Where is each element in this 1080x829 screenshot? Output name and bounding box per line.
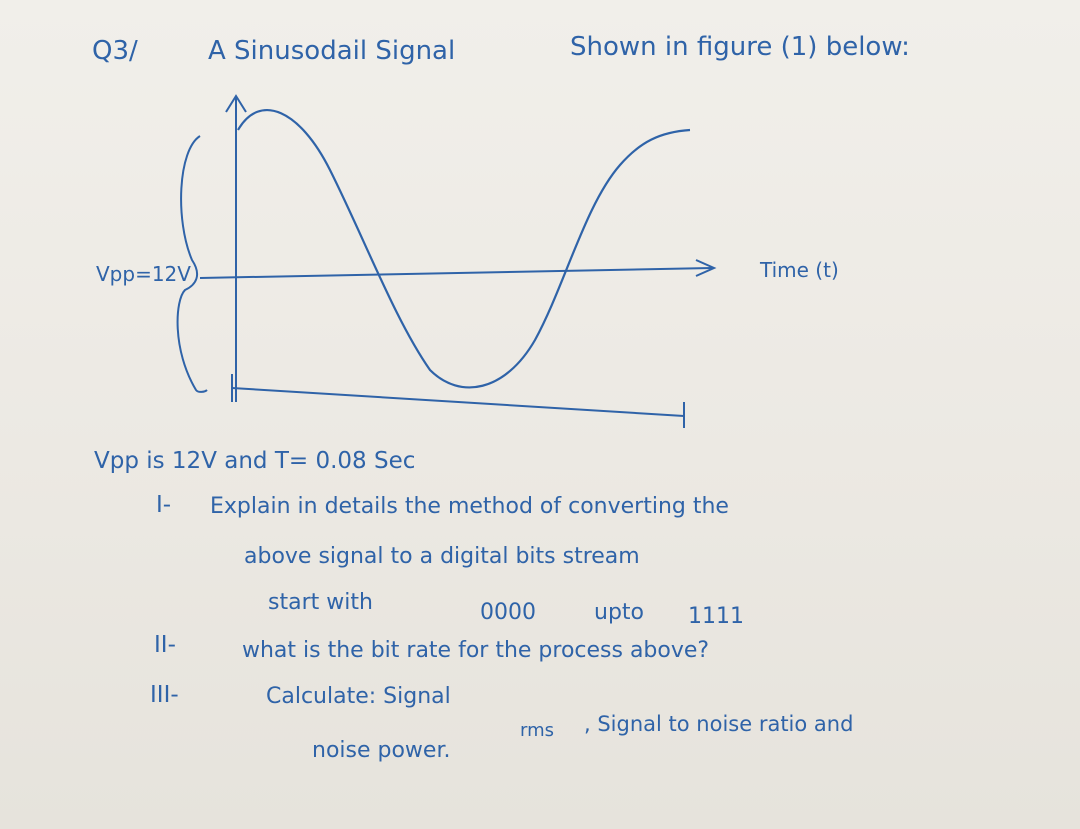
part-3-line-1: Calculate: Signal: [266, 684, 451, 709]
part-1-line-1: Explain in details the method of converting the: [210, 494, 729, 519]
vpp-label: Vpp=12V: [96, 262, 191, 286]
given-line: Vpp is 12V and T= 0.08 Sec: [94, 448, 416, 474]
range-end: 1111: [688, 604, 744, 629]
part-3-marker: III-: [150, 682, 179, 708]
question-title: A Sinusodail Signal: [208, 36, 456, 66]
part-3-rms-sub: rms: [520, 720, 554, 741]
part-2-marker: II-: [154, 632, 176, 658]
period-line: [232, 388, 684, 416]
part-1-line-2: above signal to a digital bits stream: [244, 544, 640, 569]
time-axis-label: Time (t): [760, 258, 839, 282]
part-3-line-1-rest: , Signal to noise ratio and: [584, 712, 854, 736]
part-3-line-2: noise power.: [312, 738, 451, 763]
question-title-rest: Shown in figure (1) below:: [570, 32, 910, 62]
sine-curve: [238, 110, 690, 387]
time-axis: [200, 268, 712, 278]
range-mid: upto: [594, 600, 644, 625]
range-start: 0000: [480, 600, 536, 625]
part-2-line-1: what is the bit rate for the process above?: [242, 638, 710, 663]
question-number: Q3/: [92, 36, 138, 66]
part-1-marker: I-: [156, 492, 172, 518]
part-1-line-3: start with: [268, 590, 373, 615]
